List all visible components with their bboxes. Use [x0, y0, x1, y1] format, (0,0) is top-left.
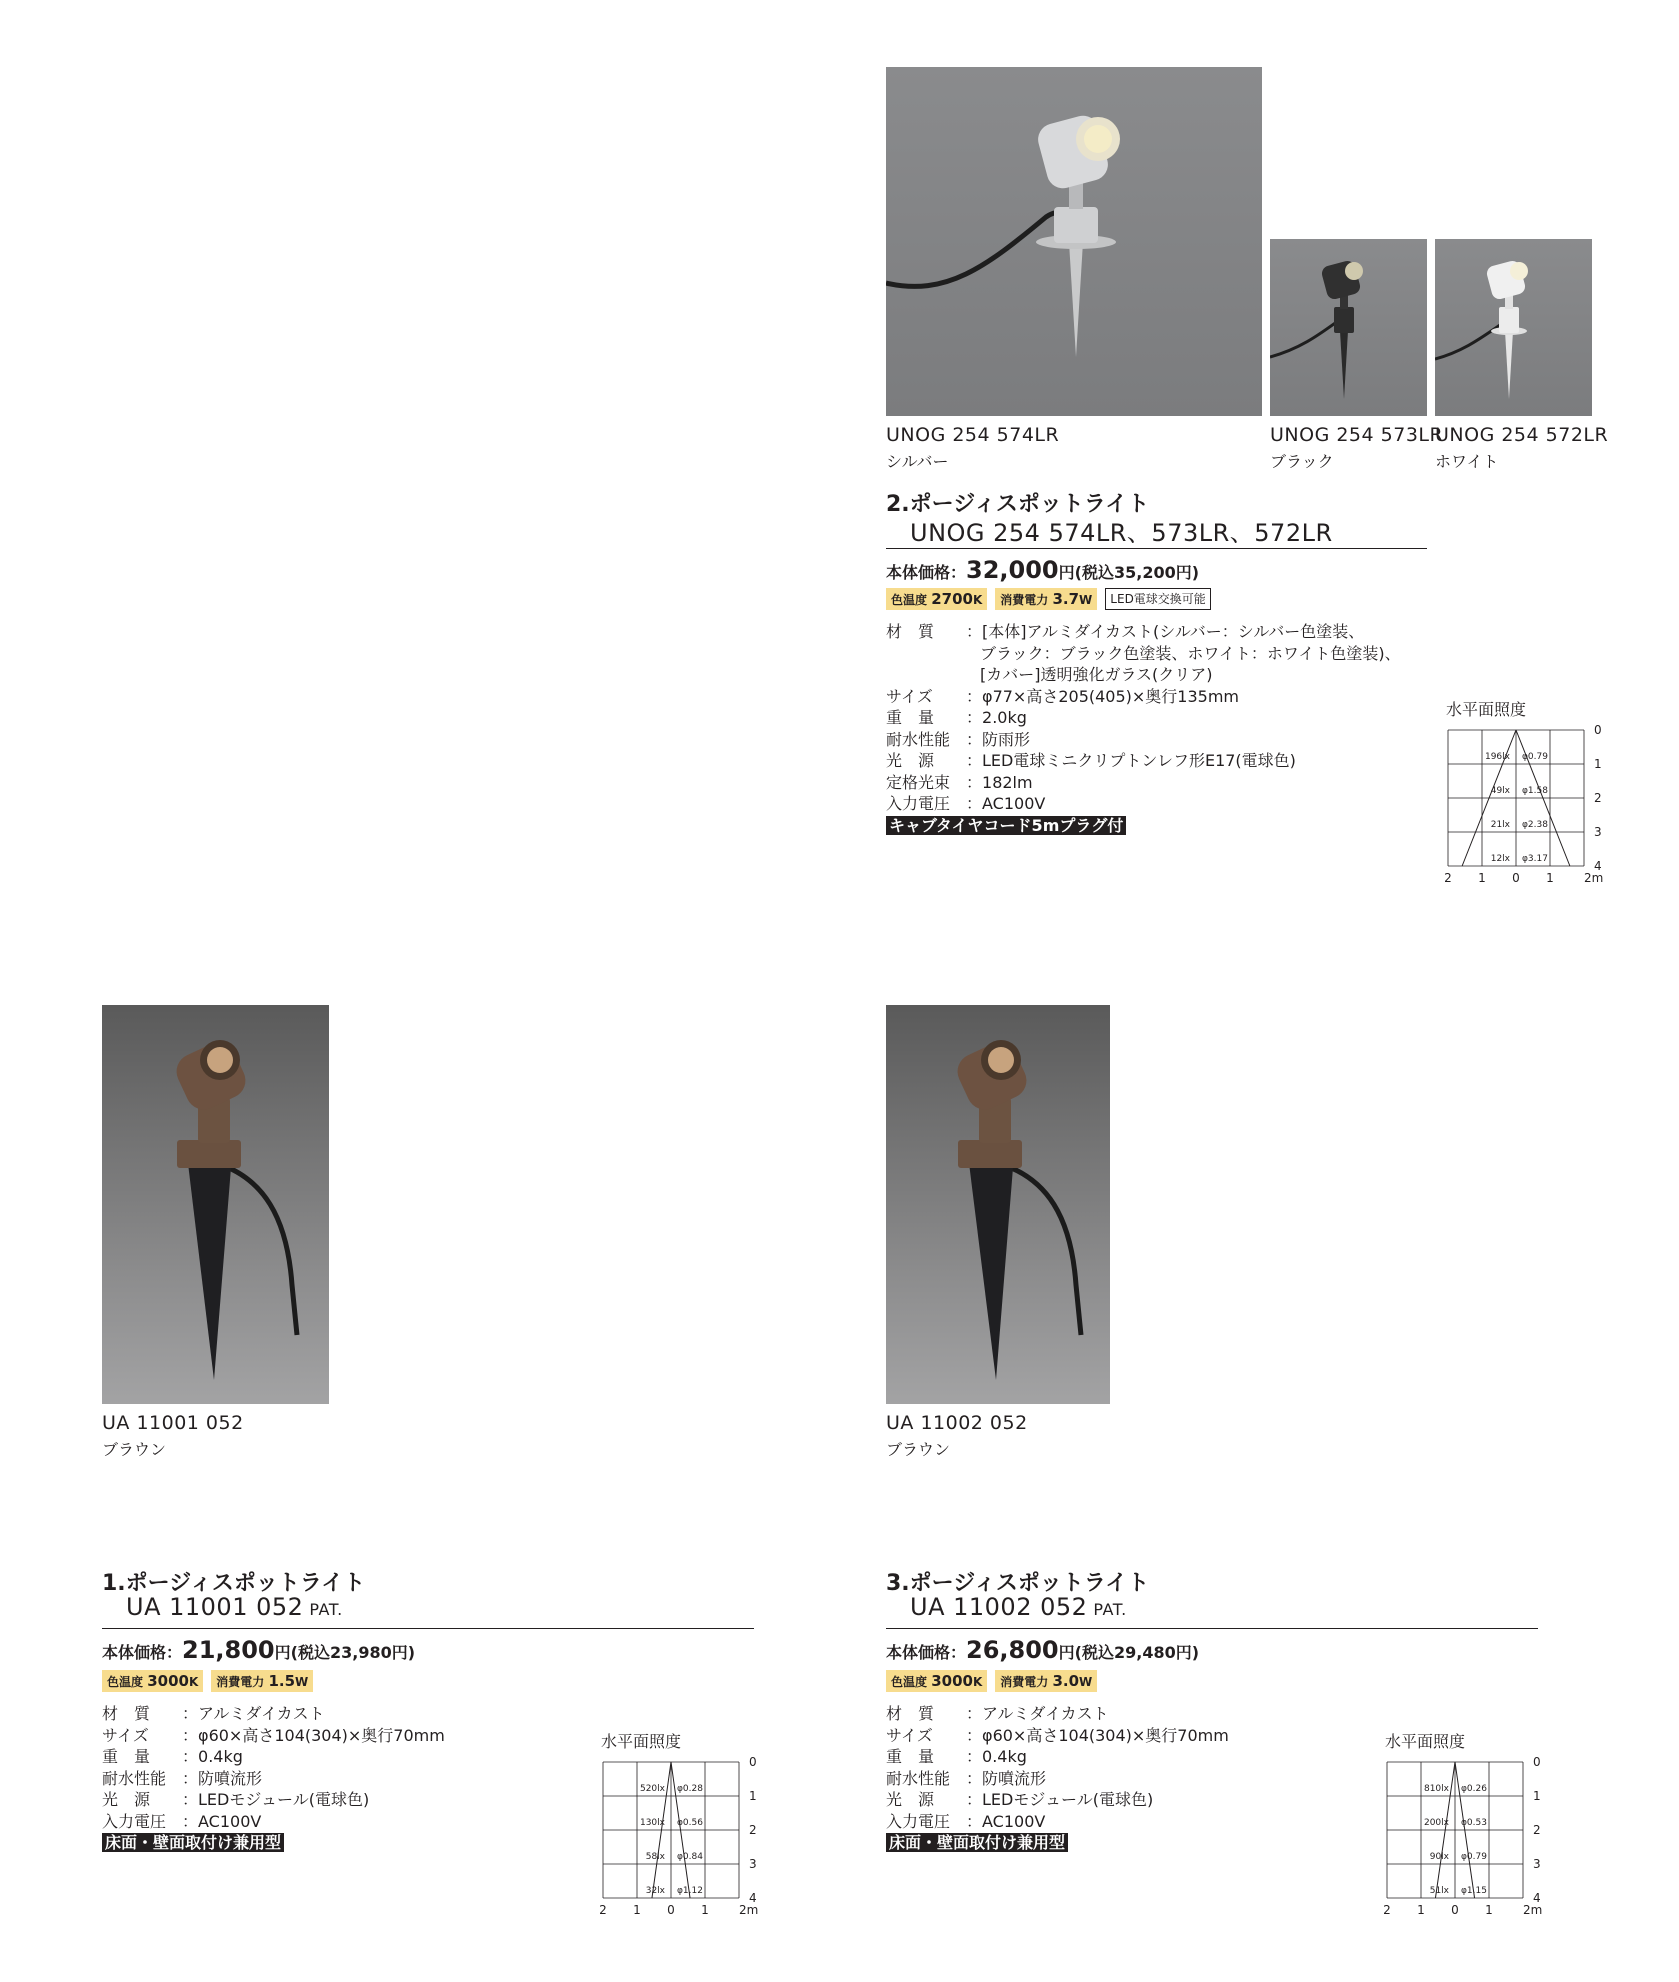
power-consumption-badge: 消費電力 3.7W: [995, 588, 1097, 610]
illuminance-label: 810lx: [1423, 1784, 1449, 1794]
photo-color-label: シルバー: [886, 452, 949, 471]
spec-list: [886, 1703, 1229, 1854]
photo-model-label: UA 11001 052: [102, 1412, 244, 1434]
price-line: 本体価格：21,800円(税込23,980円): [102, 1636, 416, 1664]
depth-tick-label: 1: [749, 1789, 757, 1803]
spec-row: 耐水性能 ：防雨形: [886, 729, 1031, 749]
product-photo-ua-11001: [102, 1005, 329, 1404]
width-tick-label: 2m: [1523, 1903, 1543, 1917]
depth-tick-label: 2: [1533, 1823, 1541, 1837]
divider: [886, 1628, 1538, 1629]
beam-diameter-label: φ3.17: [1522, 854, 1548, 864]
color-temperature-badge: 色温度 3000K: [886, 1670, 987, 1692]
spec-row: 重 量 ：2.0kg: [886, 708, 1027, 727]
beam-diameter-label: φ0.28: [677, 1784, 703, 1794]
beam-diameter-label: φ2.38: [1522, 820, 1548, 830]
depth-tick-label: 0: [1594, 723, 1602, 737]
spec-row: 定格光束 ：182lm: [886, 772, 1033, 792]
spec-note: 床面・壁面取付け兼用型: [102, 1832, 445, 1854]
depth-tick-label: 3: [1533, 1857, 1541, 1871]
depth-tick-label: 3: [749, 1857, 757, 1871]
product-photo-unog-574lr: [886, 67, 1262, 416]
color-temperature-badge: 色温度 3000K: [102, 1670, 203, 1692]
spec-row: サイズ ：φ60×高さ104(304)×奥行70mm: [886, 1725, 1229, 1745]
photo-color-label: ブラック: [1270, 452, 1334, 471]
price-line: 本体価格：26,800円(税込29,480円): [886, 1636, 1200, 1664]
beam-diameter-label: φ0.79: [1461, 1852, 1487, 1862]
photo-model-label: UA 11002 052: [886, 1412, 1028, 1434]
spec-row-continued: [カバー]透明強化ガラス(クリア): [980, 665, 1213, 684]
beam-diameter-label: φ1.12: [677, 1886, 703, 1896]
spec-note: 床面・壁面取付け兼用型: [886, 1832, 1229, 1854]
spec-row: 材 質 ：アルミダイカスト: [102, 1704, 325, 1723]
beam-diameter-label: φ0.53: [1461, 1818, 1487, 1828]
spec-row: 光 源 ：LEDモジュール(電球色): [102, 1790, 370, 1809]
depth-tick-label: 4: [1594, 859, 1602, 873]
photo-model-label: UNOG 254 573LR: [1270, 424, 1444, 446]
divider: [102, 1628, 754, 1629]
illuminance-diagram: [1379, 1752, 1559, 1922]
spec-row: 光 源 ：LED電球ミニクリプトンレフ形E17(電球色): [886, 751, 1296, 770]
spec-row: 材 質 ：アルミダイカスト: [886, 1704, 1109, 1723]
product-photo-unog-573lr: [1270, 239, 1427, 416]
spec-row: 耐水性能 ：防噴流形: [886, 1768, 1047, 1788]
beam-diameter-label: φ0.84: [677, 1852, 703, 1862]
spec-row: 重 量 ：0.4kg: [886, 1747, 1027, 1766]
width-tick-label: 1: [701, 1903, 709, 1917]
spec-row: サイズ ：φ77×高さ205(405)×奥行135mm: [886, 686, 1240, 706]
depth-tick-label: 0: [1533, 1755, 1541, 1769]
photo-model-label: UNOG 254 574LR: [886, 424, 1060, 446]
spec-row: 入力電圧 ：AC100V: [886, 1811, 1046, 1831]
illuminance-diagram-title: 水平面照度: [1385, 1732, 1466, 1751]
illuminance-label: 130lx: [639, 1818, 665, 1828]
product-title: 3.ポージィスポットライト: [886, 1571, 1150, 1596]
spotlight-brown-icon: [102, 1005, 329, 1404]
width-tick-label: 2: [1383, 1903, 1391, 1917]
illuminance-label: 51lx: [1429, 1886, 1449, 1896]
product-title: 1.ポージィスポットライト: [102, 1571, 366, 1596]
spec-row: 材 質 ：[本体]アルミダイカスト(シルバー：シルバー色塗装、: [886, 622, 1365, 641]
width-tick-label: 1: [1546, 871, 1554, 885]
illuminance-label: 90lx: [1429, 1852, 1449, 1862]
product-code: UA 11001 052 PAT.: [126, 1593, 343, 1621]
beam-diameter-label: φ0.79: [1522, 752, 1548, 762]
illuminance-diagram-title: 水平面照度: [1446, 700, 1527, 719]
product-photo-unog-572lr: [1435, 239, 1592, 416]
width-tick-label: 0: [667, 1903, 675, 1917]
beam-diameter-label: φ0.26: [1461, 1784, 1487, 1794]
depth-tick-label: 2: [1594, 791, 1602, 805]
spec-row: 光 源 ：LEDモジュール(電球色): [886, 1790, 1154, 1809]
spec-list: [102, 1703, 445, 1854]
color-temperature-badge: 色温度 2700K: [886, 588, 987, 610]
illuminance-label: 21lx: [1490, 820, 1510, 830]
spec-row: 重 量 ：0.4kg: [102, 1747, 243, 1766]
width-tick-label: 0: [1512, 871, 1520, 885]
illuminance-diagram: [595, 1752, 775, 1922]
photo-model-label: UNOG 254 572LR: [1435, 424, 1609, 446]
width-tick-label: 0: [1451, 1903, 1459, 1917]
width-tick-label: 1: [1485, 1903, 1493, 1917]
width-tick-label: 2: [1444, 871, 1452, 885]
spotlight-black-icon: [1270, 239, 1427, 416]
depth-tick-label: 4: [1533, 1891, 1541, 1905]
beam-diameter-label: φ0.56: [677, 1818, 703, 1828]
product-photo-ua-11002: [886, 1005, 1110, 1404]
spec-note: キャブタイヤコード5mプラグ付: [886, 815, 1401, 837]
depth-tick-label: 4: [749, 1891, 757, 1905]
illuminance-label: 58lx: [645, 1852, 665, 1862]
width-tick-label: 1: [1417, 1903, 1425, 1917]
beam-diameter-label: φ1.15: [1461, 1886, 1487, 1896]
product-title: 2.ポージィスポットライト: [886, 492, 1150, 517]
illuminance-diagram: [1440, 720, 1620, 890]
spec-row-continued: ブラック：ブラック色塗装、ホワイト：ホワイト色塗装)、: [980, 643, 1401, 663]
spec-list: [886, 621, 1401, 836]
depth-tick-label: 1: [1533, 1789, 1541, 1803]
spec-badges: [886, 1670, 1097, 1692]
beam-diameter-label: φ1.58: [1522, 786, 1548, 796]
spotlight-brown-icon: [886, 1005, 1110, 1404]
depth-tick-label: 0: [749, 1755, 757, 1769]
replaceable-bulb-badge: LED電球交換可能: [1105, 588, 1211, 610]
spec-badges: [886, 588, 1211, 610]
depth-tick-label: 3: [1594, 825, 1602, 839]
illuminance-diagram-title: 水平面照度: [601, 1732, 682, 1751]
width-tick-label: 2: [599, 1903, 607, 1917]
price-line: 本体価格：32,000円(税込35,200円): [886, 556, 1200, 584]
power-consumption-badge: 消費電力 3.0W: [995, 1670, 1097, 1692]
power-consumption-badge: 消費電力 1.5W: [211, 1670, 313, 1692]
illuminance-label: 196lx: [1484, 752, 1510, 762]
depth-tick-label: 2: [749, 1823, 757, 1837]
spec-row: 入力電圧 ：AC100V: [102, 1811, 262, 1831]
illuminance-label: 32lx: [645, 1886, 665, 1896]
spec-badges: [102, 1670, 313, 1692]
photo-color-label: ブラウン: [886, 1440, 951, 1459]
width-tick-label: 2m: [739, 1903, 759, 1917]
width-tick-label: 2m: [1584, 871, 1604, 885]
photo-color-label: ホワイト: [1435, 452, 1499, 471]
illuminance-label: 12lx: [1490, 854, 1510, 864]
spec-row: 耐水性能 ：防噴流形: [102, 1768, 263, 1788]
depth-tick-label: 1: [1594, 757, 1602, 771]
spotlight-silver-icon: [886, 67, 1262, 416]
width-tick-label: 1: [1478, 871, 1486, 885]
product-code: UA 11002 052 PAT.: [910, 1593, 1127, 1621]
photo-color-label: ブラウン: [102, 1440, 167, 1459]
illuminance-label: 49lx: [1490, 786, 1510, 796]
illuminance-label: 520lx: [639, 1784, 665, 1794]
product-code: UNOG 254 574LR、573LR、572LR: [910, 519, 1333, 547]
divider: [886, 548, 1427, 549]
spec-row: 入力電圧 ：AC100V: [886, 794, 1046, 813]
spotlight-white-icon: [1435, 239, 1592, 416]
width-tick-label: 1: [633, 1903, 641, 1917]
spec-row: サイズ ：φ60×高さ104(304)×奥行70mm: [102, 1725, 445, 1745]
illuminance-label: 200lx: [1423, 1818, 1449, 1828]
